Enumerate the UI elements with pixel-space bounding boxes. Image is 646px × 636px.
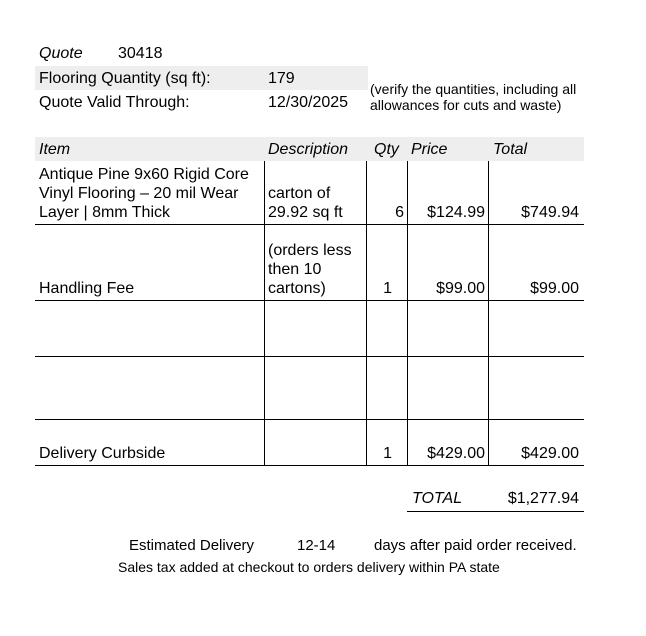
quote-label: Quote	[39, 45, 83, 62]
total-value: $1,277.94	[507, 490, 579, 507]
row1-item-line2: Vinyl Flooring – 20 mil Wear	[39, 185, 239, 202]
row2-description-line3: cartons)	[268, 280, 326, 297]
row1-price: $124.99	[427, 204, 485, 221]
row-divider	[35, 465, 584, 466]
row-divider	[35, 419, 584, 420]
row-divider	[35, 224, 584, 225]
total-underline	[407, 511, 584, 512]
header-price: Price	[411, 141, 448, 158]
row1-description-line1: carton of	[268, 185, 331, 202]
row2-price: $99.00	[436, 280, 485, 297]
row1-total: $749.94	[521, 204, 579, 221]
row-divider	[35, 300, 584, 301]
header-qty: Qty	[374, 141, 399, 158]
quote-number: 30418	[118, 45, 163, 62]
row1-item-line3: Layer | 8mm Thick	[39, 204, 171, 221]
row3-price: $429.00	[427, 445, 485, 462]
row-divider	[35, 356, 584, 357]
valid-through-value: 12/30/2025	[268, 94, 349, 111]
verify-note-line1: (verify the quantities, including all	[370, 81, 577, 97]
row1-description-line2: 29.92 sq ft	[268, 204, 343, 221]
estimated-delivery-range: 12-14	[297, 537, 336, 554]
row1-qty: 6	[395, 204, 404, 221]
header-item: Item	[39, 141, 71, 158]
row1-item-line1: Antique Pine 9x60 Rigid Core	[39, 166, 249, 183]
total-label: TOTAL	[412, 490, 463, 507]
estimated-delivery-label: Estimated Delivery	[129, 537, 255, 554]
flooring-quantity-value: 179	[268, 70, 295, 87]
row2-item: Handling Fee	[39, 280, 135, 297]
header-total: Total	[493, 141, 528, 158]
row2-description-line2: then 10	[268, 261, 322, 278]
row3-total: $429.00	[521, 445, 579, 462]
row3-qty: 1	[383, 445, 392, 462]
header-description: Description	[268, 141, 349, 158]
verify-note-line2: allowances for cuts and waste)	[370, 97, 562, 113]
row2-qty: 1	[383, 280, 392, 297]
row2-total: $99.00	[530, 280, 579, 297]
estimated-delivery-note: days after paid order received.	[374, 537, 577, 554]
valid-through-label: Quote Valid Through:	[39, 94, 190, 111]
flooring-quantity-label: Flooring Quantity (sq ft):	[39, 70, 211, 87]
row2-description-line1: (orders less	[268, 242, 352, 259]
sales-tax-note: Sales tax added at checkout to orders delivery within PA state	[118, 559, 500, 575]
row3-item: Delivery Curbside	[39, 445, 166, 462]
